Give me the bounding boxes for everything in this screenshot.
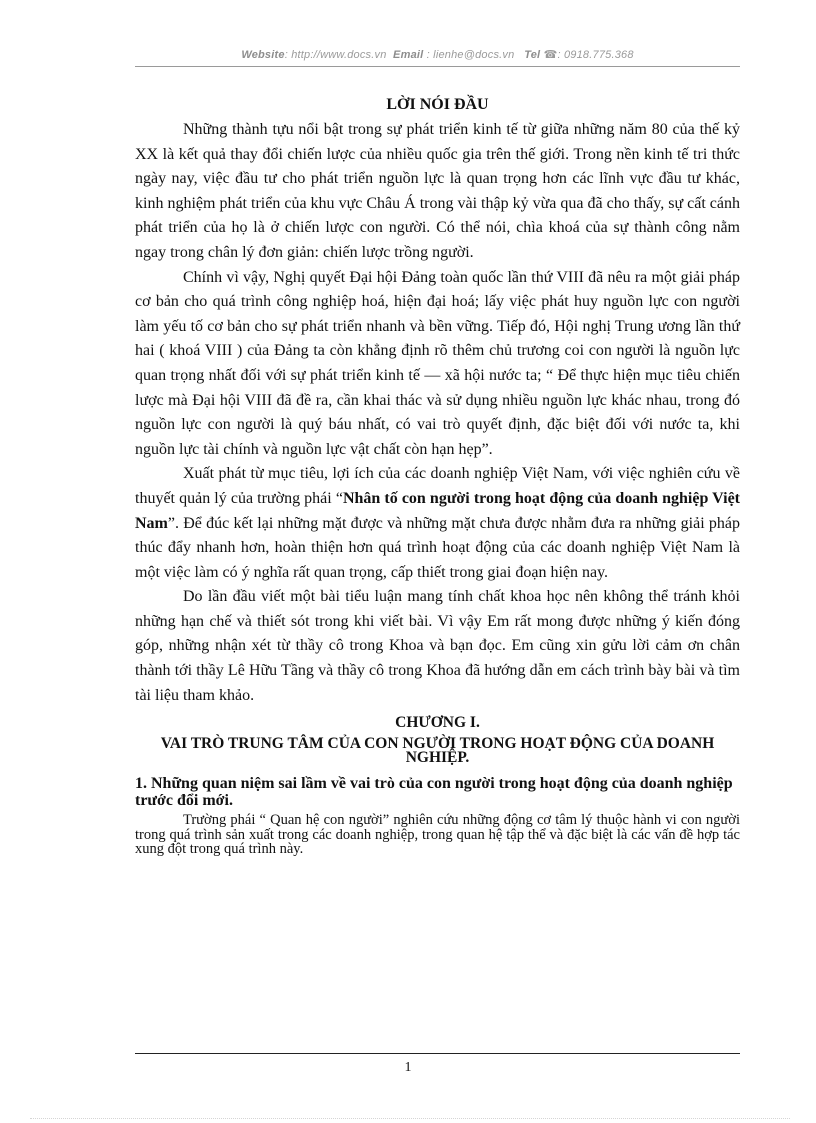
document-body: [135, 96, 740, 857]
paragraph-3-topic: Nhân tố con người trong hoạt động của doanh nghiệp Việt Nam: [135, 489, 741, 532]
section-heading: 1. Những quan niệm sai lầm về vai trò của con người trong hoạt động của doanh nghiệp trước đổi mới.: [135, 775, 733, 810]
tel-value: ☎: 0918.775.368: [543, 49, 634, 61]
email-label: Email: [393, 49, 424, 61]
page-title: LỜI NÓI ĐẦU: [386, 96, 489, 113]
paragraph-3-intro: Xuất phát từ mục tiêu, lợi ích của các doanh nghiệp Việt Nam, với việc nghiên cứu về thuyết quản lý của trường phái “: [135, 465, 740, 507]
paragraph-4: Do lần đầu viết một bài tiểu luận mang tính chất khoa học nên không thể tránh khỏi những hạn chế và thiết sót trong khi viết bài. Vì vậy Em rất mong được những ý kiến đóng góp, những nhận xét từ thầy cô trong Khoa và bạn đọc. Em cũng xin gửu lời cảm ơn chân thành tới thầy Lê Hữu Tầng và thầy cô trong Khoa đã hướng dẫn em cách trình bày bài và tìm tài liệu tham khảo.: [135, 588, 740, 704]
website-label: Website: [241, 49, 285, 61]
chapter-number: CHƯƠNG I.: [395, 714, 480, 732]
chapter-title: VAI TRÒ TRUNG TÂM CỦA CON NGƯỜI TRONG HOẠT ĐỘNG CỦA DOANH NGHIỆP.: [160, 735, 715, 767]
header-rule: [135, 66, 740, 67]
tel-label: Tel: [524, 49, 541, 61]
email-value: : lienhe@docs.vn: [426, 49, 515, 61]
paragraph-3: [135, 462, 740, 585]
paragraph-2: Chính vì vậy, Nghị quyết Đại hội Đảng toàn quốc lần thứ VIII đã nêu ra một giải pháp cơ bản cho quá trình công nghiệp hoá, hiện đại hoá; lấy việc phát huy nguồn lực con người làm yếu tố cơ bản cho sự phát triển nhanh và bền vững. Tiếp đó, Hội nghị Trung ương lần thứ hai ( khoá VIII ) của Đảng ta còn khẳng định rõ thêm chủ trương coi con người là nguồn lực quan trọng nhất đối với sự phát triển kinh tế — xã hội nước ta; “ Để thực hiện mục tiêu chiến lược mà Đại hội VIII đã đề ra, cần khai thác và sử dụng nhiều nguồn lực khác nhau, trong đó nguồn lực con người là quý báu nhất, có vai trò quyết định, đặc biệt đối với nước ta, khi nguồn lực tài chính và nguồn lực vật chất còn hạn hẹp”.: [135, 268, 740, 458]
footer-rule: [135, 1053, 740, 1054]
page-boundary: [30, 1118, 790, 1119]
paragraph-3-rest: ”. Để đúc kết lại những mặt được và những mặt chưa được nhằm đưa ra những giải pháp thúc đẩy nhanh hơn, hoàn thiện hơn quá trình hoạt động của các doanh nghiệp Việt Nam là một việc làm có ý nghĩa rất quan trọng, cấp thiết trong giai đoạn hiện nay.: [135, 514, 740, 581]
paragraph-1: Những thành tựu nổi bật trong sự phát triển kinh tế từ giữa những năm 80 của thế kỷ XX là kết quả thay đổi chiến lược của nhiều quốc gia trên thế giới. Trong nền kinh tế tri thức ngày nay, việc đầu tư cho phát triển nguồn lực là quan trọng hơn các lĩnh vực đầu tư khác, kinh nghiệm phát triển của khu vực Châu Á trong vài thập kỷ vừa qua đã cho thấy, sự cất cánh phát triển của họ là ở chiến lược con người. Có thể nói, chìa khoá của sự thành công nằm ngay trong chân lý đơn giản: chiến lược trồng người.: [135, 121, 740, 261]
page-number: 1: [404, 1060, 412, 1075]
page-header: [135, 48, 740, 61]
website-value: : http://www.docs.vn: [284, 49, 387, 61]
section-paragraph: Trường phái “ Quan hệ con người” nghiên cứu những động cơ tâm lý thuộc hành vi con người trong quá trình sản xuất trong các doanh nghiệp, trong quan hệ tập thể và đặc biệt là các vấn đề hợp tác xung đột trong quá trình này.: [135, 812, 740, 858]
